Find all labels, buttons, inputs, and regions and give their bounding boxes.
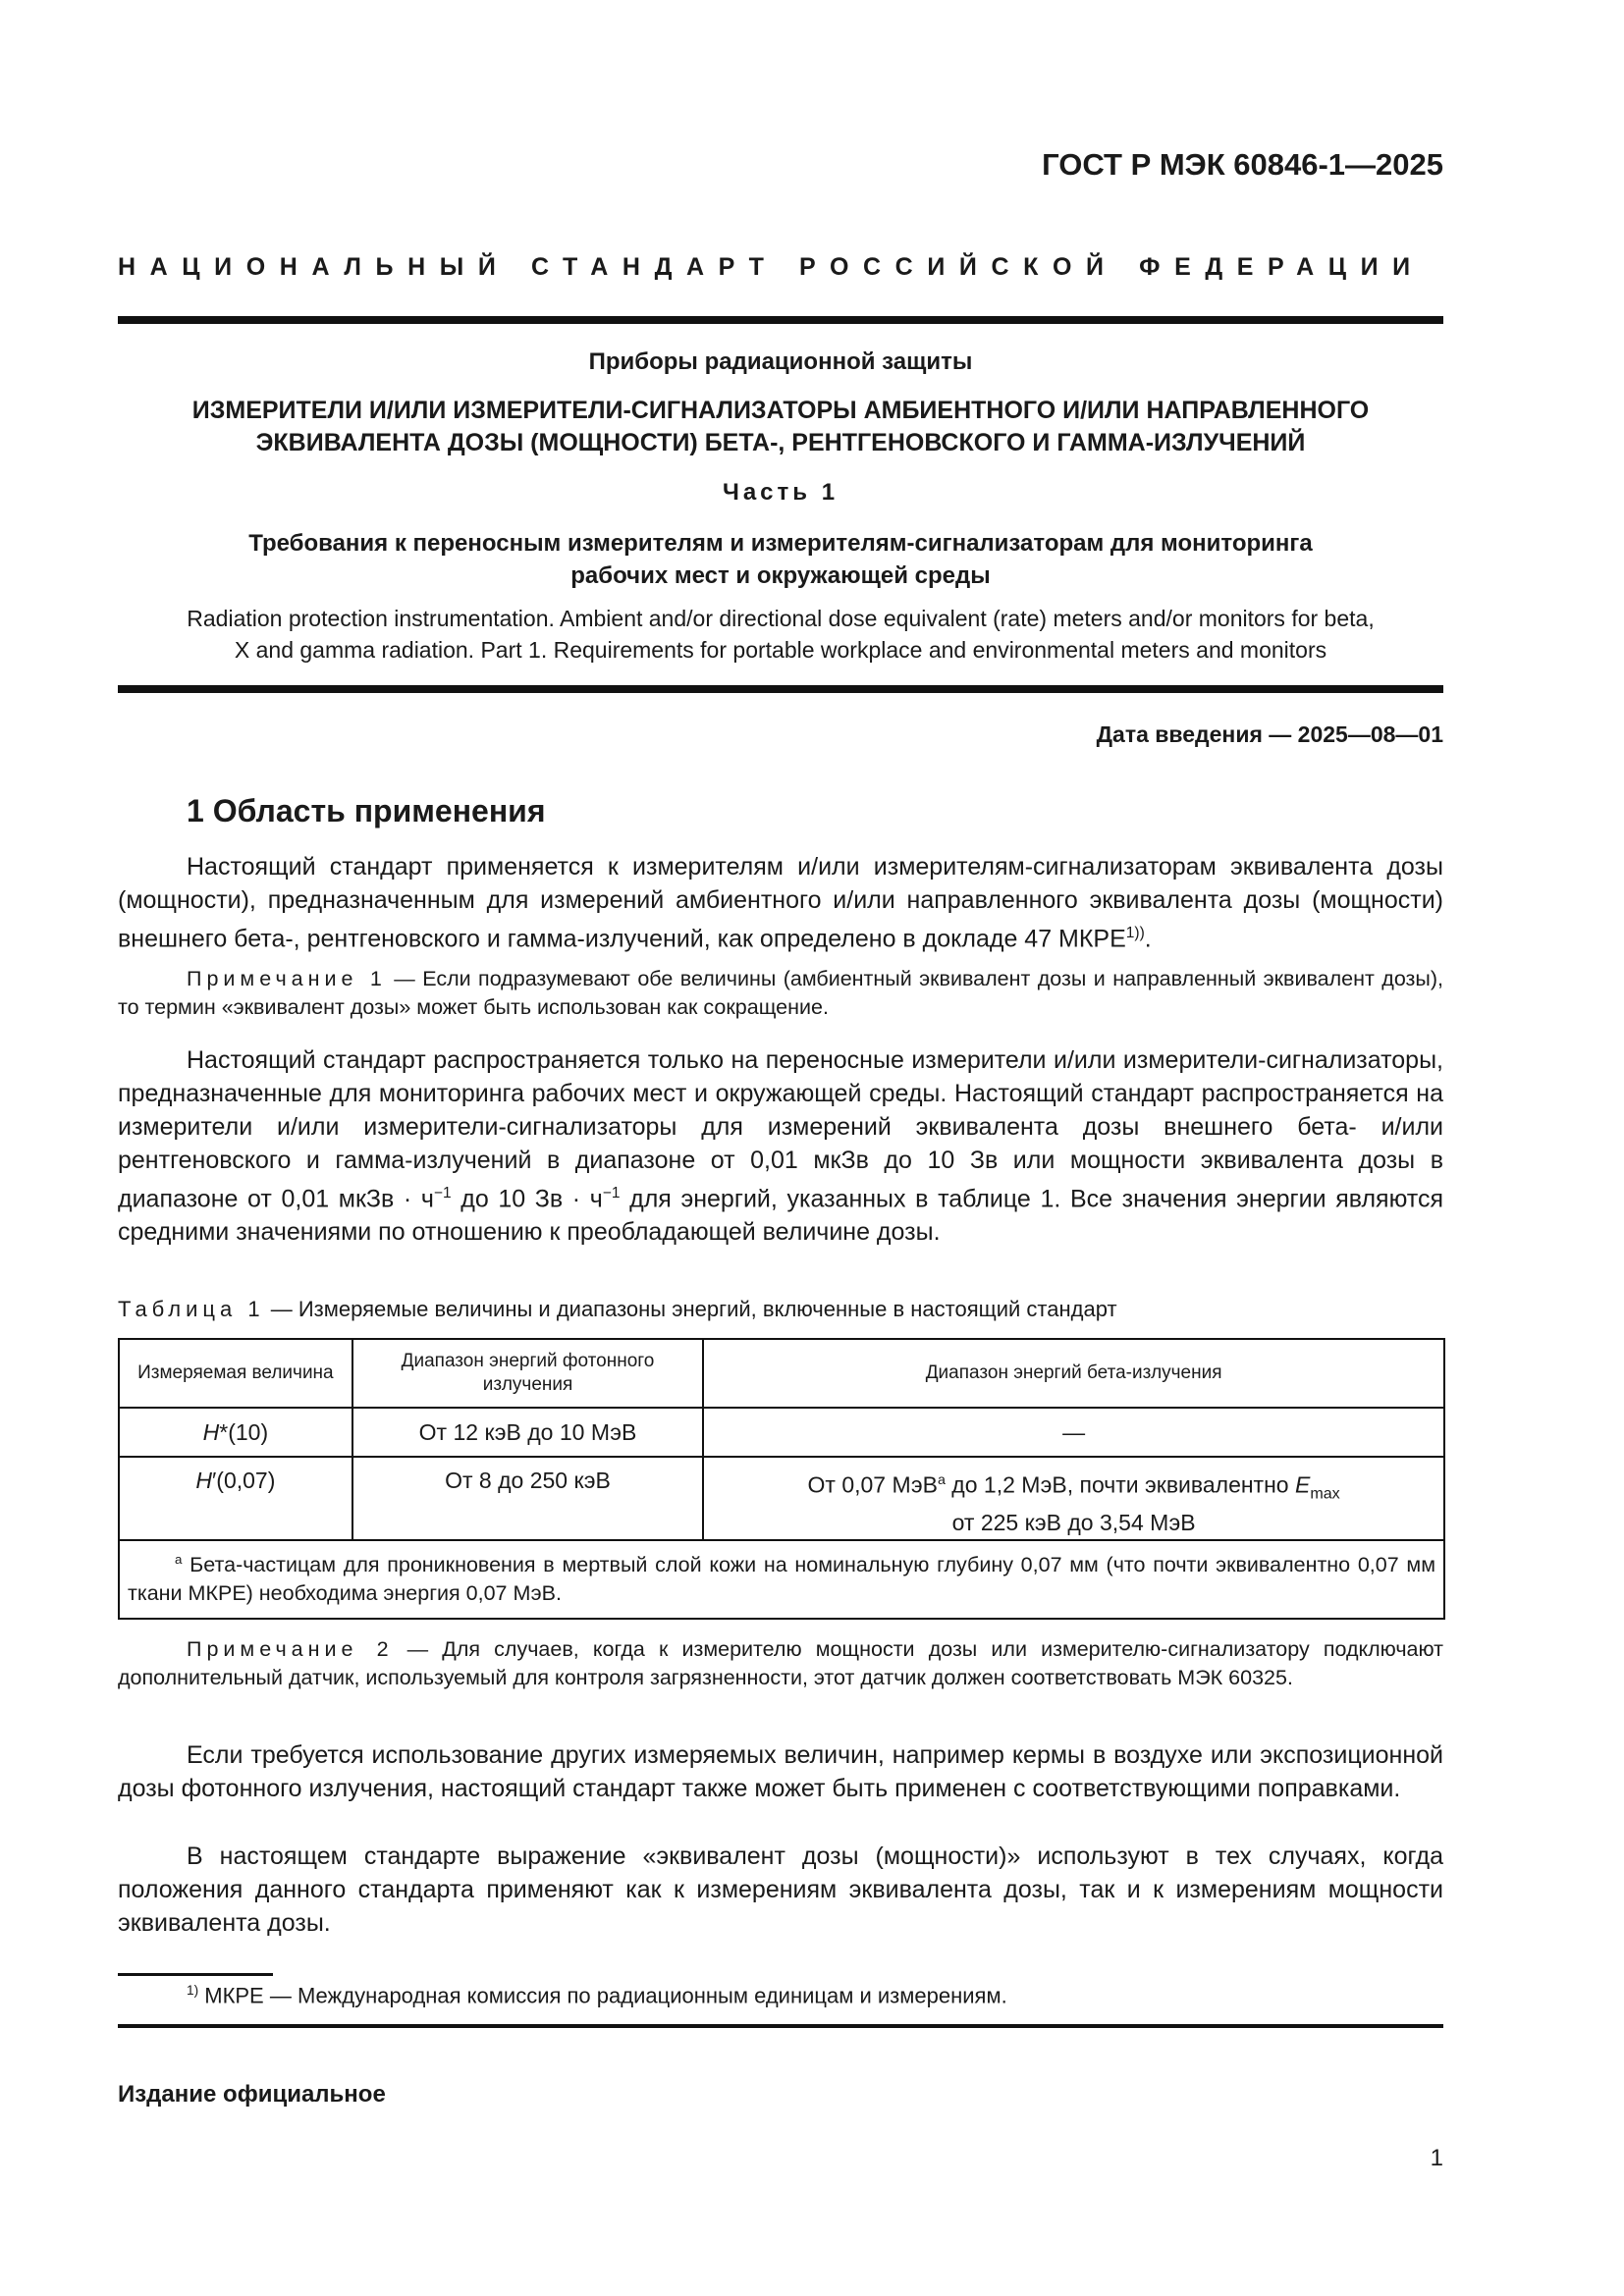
footer-rule [118, 2024, 1443, 2028]
introduction-date: Дата введения — 2025—08—01 [1096, 721, 1443, 747]
requirements-title-line-2: рабочих мест и окружающей среды [570, 562, 991, 589]
note-1: Примечание 1 — Если подразумевают обе величины (амбиентный эквивалент дозы и направленный эквивалент дозы), то термин «эквивалент дозы» может быть использован как сокращение. [118, 967, 1443, 1019]
table-footnote-row [119, 1540, 1444, 1619]
title-bottom-rule [118, 685, 1443, 693]
top-rule [118, 316, 1443, 324]
scope-paragraph-3: Если требуется использование других измеряемых величин, например кермы в воздухе или экспозиционной дозы фотонного излучения, настоящий стандарт также может быть применен с соответствующими поправками. [118, 1741, 1443, 1802]
english-title-line-1: Radiation protection instrumentation. Ambient and/or directional dose equivalent (rate) meters and/or monitors for beta, [187, 606, 1375, 631]
scope-paragraph-2: Настоящий стандарт распространяется только на переносные измерители и/или измерители-сигнализаторы, предназначенные для мониторинга рабочих мест и окружающей среды. Настоящий стандарт распространяется на измерители и/или измерители-сигнализаторы для измерений эквивалента дозы внешнего бета- и/или рентгеновского и гамма-излучений в диапазоне от 0,01 мкЗв до 10 Зв или мощности эквивалента дозы в диапазоне от 0,01 мкЗв · $ч^{-1}$ до 10 Зв · $ч^{-1}$ для энергий, указанных в таблице 1. Все значения энергии являются средними значениями по отношению к преобладающей величине дозы. [118, 1046, 1443, 1247]
table-cell-beta: — [703, 1408, 1444, 1457]
table-header: Диапазон энергий бета-излучения [703, 1339, 1444, 1408]
note-2-label: Примечание 2 [187, 1637, 394, 1661]
table-footnote: $^а$ Бета-частицам для проникновения в мертвый слой кожи на номинальную глубину 0,07 мм (что почти эквивалентно 0,07 мм ткани МКРЕ) необходима энергия 0,07 МэВ. [119, 1540, 1444, 1619]
part-label: Часть 1 [722, 479, 839, 506]
english-title-line-2: X and gamma radiation. Part 1. Requirements for portable workplace and environmental meters and monitors [234, 637, 1327, 663]
main-title-line-2: ЭКВИВАЛЕНТА ДОЗЫ (МОЩНОСТИ) БЕТА-, РЕНТГЕНОВСКОГО И ГАММА-ИЗЛУЧЕНИЙ [255, 429, 1306, 456]
footnote-separator [118, 1973, 273, 1976]
scope-paragraph-1: Настоящий стандарт применяется к измерителям и/или измерителям-сигнализаторам эквивалента дозы (мощности), предназначенным для измерений амбиентного и/или направленного эквивалента дозы (мощности) внешнего бета-, рентгеновского и гамма-излучений, как определено в докладе 47 $МКРЕ^{1))}$. [118, 853, 1443, 953]
table-cell-photon: От 8 до 250 кэВ [352, 1457, 703, 1540]
requirements-title [118, 527, 1443, 592]
table-cell-quantity: H*(10) [119, 1408, 352, 1457]
main-title-line-1: ИЗМЕРИТЕЛИ И/ИЛИ ИЗМЕРИТЕЛИ-СИГНАЛИЗАТОРЫ АМБИЕНТНОГО И/ИЛИ НАПРАВЛЕННОГО [191, 397, 1370, 424]
document-code: ГОСТ Р МЭК 60846-1—2025 [1042, 147, 1443, 182]
scope-paragraph-4: В настоящем стандарте выражение «эквивалент дозы (мощности)» используют в тех случаях, когда положения данного стандарта применяют как к измерениям эквивалента дозы, так и к измерениям мощности эквивалента дозы. [118, 1842, 1443, 1937]
footnote-1: $^{1)}$ МКРЕ — Международная комиссия по радиационным единицам и измерениям. [187, 1983, 1007, 2008]
table-row [119, 1408, 1444, 1457]
table-caption-label: Таблица 1 [118, 1297, 265, 1321]
requirements-title-line-1: Требования к переносным измерителям и измерителям-сигнализаторам для мониторинга [248, 530, 1313, 557]
table-header-row [119, 1339, 1444, 1408]
table-cell-beta: От 0,07 МэВ$^а$ до 1,2 МэВ, почти эквивалентно $E_{max}$ от 225 кэВ до 3,54 МэВ [703, 1457, 1444, 1540]
table-cell-quantity: H′(0,07) [119, 1457, 352, 1540]
table-header: Измеряемая величина [119, 1339, 352, 1408]
english-title [118, 603, 1443, 666]
note-2: Примечание 2 — Для случаев, когда к измерителю мощности дозы или измерителю-сигнализатору подключают дополнительный датчик, используемый для контроля загрязненности, этот датчик должен соответствовать МЭК 60325. [118, 1637, 1443, 1689]
subtitle: Приборы радиационной защиты [588, 348, 973, 375]
official-edition: Издание официальное [118, 2081, 386, 2108]
table-row [119, 1457, 1444, 1540]
table-caption: Таблица 1 — Измеряемые величины и диапазоны энергий, включенные в настоящий стандарт [118, 1297, 1117, 1321]
note-1-label: Примечание 1 [187, 967, 387, 990]
section-heading: 1 Область применения [187, 793, 546, 828]
main-title [118, 395, 1443, 459]
national-standard-banner: НАЦИОНАЛЬНЫЙ СТАНДАРТ РОССИЙСКОЙ ФЕДЕРАЦИИ [118, 253, 1425, 281]
footnote-ref-1: 1)) [1125, 925, 1145, 941]
table-cell-photon: От 12 кэВ до 10 МэВ [352, 1408, 703, 1457]
page-number: 1 [1430, 2145, 1443, 2171]
table-header: Диапазон энергий фотонного излучения [352, 1339, 703, 1408]
energy-ranges-table [118, 1338, 1445, 1620]
